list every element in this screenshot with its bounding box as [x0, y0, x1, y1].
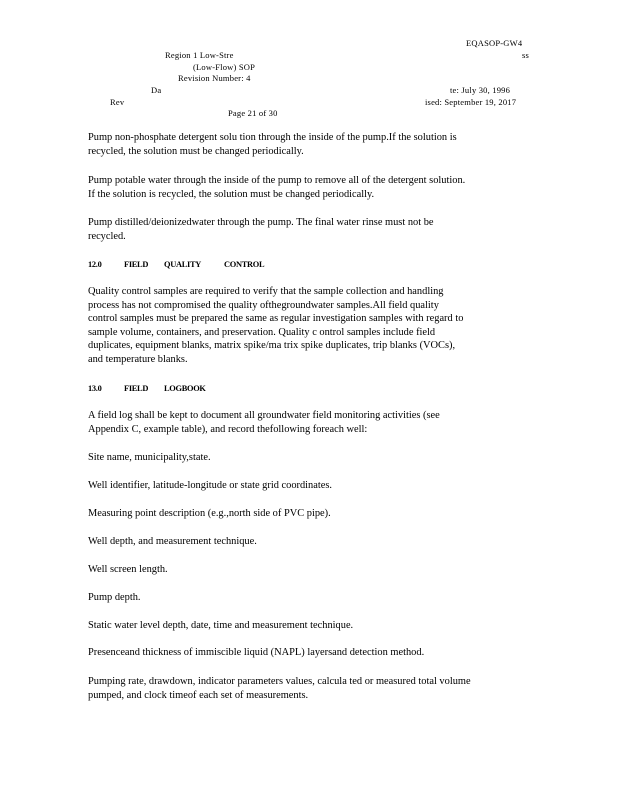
header-region-tail: ss [522, 50, 530, 60]
logbook-item: Presenceand thickness of immiscible liquid (NAPL) layersand detection method. [88, 647, 425, 658]
paragraph-potable-water [88, 174, 523, 201]
paragraph-line: control samples must be prepared the same as regular investigation samples with regard to [88, 313, 464, 324]
header-lowflow-line: (Low-Flow) SOP [193, 62, 256, 72]
header-date-label: Da [151, 85, 162, 95]
section-heading-field-quality-control [88, 260, 264, 269]
section-number: 12.0 [88, 260, 102, 269]
page-number: Page 21 of 30 [228, 108, 278, 118]
section-title-word: QUALITY [164, 260, 201, 269]
logbook-item: Measuring point description (e.g.,north side of PVC pipe). [88, 508, 331, 519]
section-title-word: LOGBOOK [164, 384, 206, 393]
section-title-word: FIELD [124, 384, 149, 393]
paragraph-line: process has not compromised the quality ofthegroundwater samples.All field quality [88, 299, 439, 311]
section-number: 13.0 [88, 384, 102, 393]
paragraph-line: and temperature blanks. [88, 353, 188, 365]
paragraph-line: Pump non-phosphate detergent solu tion through the inside of the pump.If the solution is [88, 132, 457, 143]
paragraph-line: If the solution is recycled, the solution must be changed periodically. [88, 188, 375, 200]
header-revised-label: Rev [110, 97, 125, 107]
logbook-item: Well depth, and measurement technique. [88, 536, 257, 547]
logbook-item: Pump depth. [88, 592, 141, 603]
header-revision-number: Revision Number: 4 [178, 73, 251, 83]
section-title-word: CONTROL [224, 260, 265, 269]
section-heading-field-logbook [88, 384, 206, 393]
paragraph-line: Pump potable water through the inside of the pump to remove all of the detergent solution. [88, 175, 466, 186]
header-region-line: Region 1 Low-Stre [165, 50, 234, 60]
paragraph-line: Appendix C, example table), and record thefollowing foreach well: [88, 423, 368, 435]
paragraph-distilled-water [88, 216, 523, 243]
logbook-item: Well identifier, latitude-longitude or state grid coordinates. [88, 480, 333, 491]
paragraph-line: Pump distilled/deionizedwater through the pump. The final water rinse must not be [88, 217, 434, 228]
paragraph-line: pumped, and clock timeof each set of measurements. [88, 689, 309, 701]
paragraph-detergent-pump [88, 131, 523, 158]
paragraph-line: A field log shall be kept to document all groundwater field monitoring activities (see [88, 410, 440, 421]
section-title-word: FIELD [124, 260, 149, 269]
logbook-item: Static water level depth, date, time and measurement technique. [88, 620, 354, 631]
paragraph-line: Pumping rate, drawdown, indicator parameters values, calcula ted or measured total volume [88, 676, 471, 687]
logbook-item-pumping [88, 675, 523, 702]
paragraph-line: recycled, the solution must be changed periodically. [88, 145, 304, 157]
header-revised-value: ised: September 19, 2017 [425, 97, 517, 107]
paragraph-field-log [88, 409, 523, 436]
paragraph-line: recycled. [88, 230, 126, 242]
logbook-item: Site name, municipality,state. [88, 452, 211, 463]
logbook-item: Well screen length. [88, 564, 168, 575]
document-code: EQASOP-GW4 [466, 38, 523, 48]
paragraph-line: duplicates, equipment blanks, matrix spike/ma trix spike duplicates, trip blanks (VOCs), [88, 340, 456, 351]
header-date-value: te: July 30, 1996 [450, 85, 511, 95]
paragraph-quality-control [88, 285, 523, 366]
paragraph-line: Quality control samples are required to verify that the sample collection and handling [88, 286, 444, 297]
paragraph-line: sample volume, containers, and preservation. Quality c ontrol samples include field [88, 326, 436, 338]
